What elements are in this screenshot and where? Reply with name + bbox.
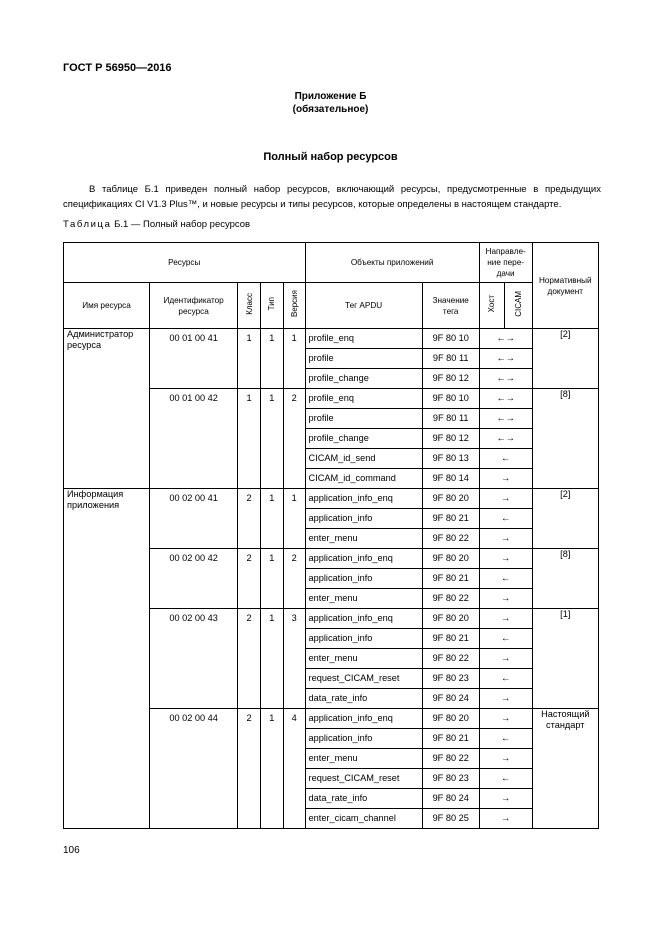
normative-doc-cell: [2] [532,329,598,389]
tag-value-cell: 9F 80 22 [422,589,479,609]
header-app-objects: Объекты приложений [305,243,479,283]
type-cell: 1 [260,549,283,609]
apdu-tag-cell: enter_menu [305,649,422,669]
tag-value-cell: 9F 80 21 [422,729,479,749]
tag-value-cell: 9F 80 22 [422,529,479,549]
direction-cell: → [479,609,532,629]
direction-cell: ←→ [479,409,532,429]
tag-value-cell: 9F 80 20 [422,709,479,729]
direction-cell: → [479,809,532,829]
normative-doc-cell: [2] [532,489,598,549]
resource-id-cell: 00 02 00 42 [150,549,238,609]
tag-value-cell: 9F 80 10 [422,389,479,409]
direction-cell: ← [479,729,532,749]
resources-table [63,242,599,829]
version-cell: 3 [283,609,305,709]
direction-cell: → [479,789,532,809]
tag-value-cell: 9F 80 23 [422,769,479,789]
normative-doc-cell: [1] [532,609,598,709]
intro-paragraph [63,183,601,212]
resource-id-cell: 00 02 00 44 [150,709,238,829]
version-cell: 1 [283,329,305,389]
header-class [238,283,261,329]
apdu-tag-cell: application_info_enq [305,609,422,629]
caption-text: Б.1 — Полный набор ресурсов [114,219,251,230]
direction-cell: → [479,589,532,609]
tag-value-cell: 9F 80 11 [422,349,479,369]
document-header: ГОСТ Р 56950—2016 [63,62,172,74]
tag-value-cell: 9F 80 12 [422,369,479,389]
normative-doc-cell: Настоящий стандарт [532,709,598,829]
apdu-tag-cell: profile [305,349,422,369]
appendix-title: Приложение Б [294,91,367,102]
header-cicam [504,283,532,329]
apdu-tag-cell: application_info [305,569,422,589]
header-resource-name: Имя ресурса [64,283,150,329]
type-cell: 1 [260,489,283,549]
direction-cell: ← [479,449,532,469]
apdu-tag-cell: CICAM_id_command [305,469,422,489]
normative-doc-cell: [8] [532,549,598,609]
type-cell: 1 [260,609,283,709]
apdu-tag-cell: CICAM_id_send [305,449,422,469]
direction-cell: → [479,649,532,669]
apdu-tag-cell: enter_menu [305,529,422,549]
apdu-tag-cell: application_info [305,629,422,649]
direction-cell: → [479,709,532,729]
apdu-tag-cell: profile_enq [305,329,422,349]
tag-value-cell: 9F 80 14 [422,469,479,489]
class-cell: 2 [238,609,261,709]
direction-cell: → [479,549,532,569]
tag-value-cell: 9F 80 20 [422,609,479,629]
header-cicam-text: CICAM [513,291,523,317]
tag-value-cell: 9F 80 13 [422,449,479,469]
apdu-tag-cell: enter_menu [305,749,422,769]
header-version-text: Версия [289,290,299,318]
header-apdu-tag: Тег APDU [305,283,422,329]
tag-value-cell: 9F 80 21 [422,629,479,649]
version-cell: 1 [283,489,305,549]
header-class-text: Класс [244,293,254,315]
resource-id-cell: 00 01 00 41 [150,329,238,389]
tag-value-cell: 9F 80 11 [422,409,479,429]
header-direction: Направле-ние пере-дачи [479,243,532,283]
section-title: Полный набор ресурсов [263,151,398,163]
class-cell: 2 [238,549,261,609]
tag-value-cell: 9F 80 12 [422,429,479,449]
resource-name-cell: Администратор ресурса [64,329,150,489]
tag-value-cell: 9F 80 24 [422,789,479,809]
direction-cell: ← [479,569,532,589]
appendix-status: (обязательное) [292,104,369,115]
direction-cell: ←→ [479,329,532,349]
apdu-tag-cell: data_rate_info [305,689,422,709]
apdu-tag-cell: enter_menu [305,589,422,609]
tag-value-cell: 9F 80 21 [422,509,479,529]
header-resource-id: Идентификатор ресурса [150,283,238,329]
type-cell: 1 [260,389,283,489]
tag-value-cell: 9F 80 23 [422,669,479,689]
version-cell: 2 [283,549,305,609]
apdu-tag-cell: data_rate_info [305,789,422,809]
resource-id-cell: 00 02 00 41 [150,489,238,549]
direction-cell: → [479,489,532,509]
apdu-tag-cell: application_info_enq [305,709,422,729]
type-cell: 1 [260,329,283,389]
direction-cell: ←→ [479,369,532,389]
direction-cell: ←→ [479,429,532,449]
direction-cell: ← [479,769,532,789]
header-type [260,283,283,329]
apdu-tag-cell: application_info_enq [305,549,422,569]
apdu-tag-cell: profile_enq [305,389,422,409]
class-cell: 2 [238,489,261,549]
caption-label: Таблица [63,219,112,230]
tag-value-cell: 9F 80 24 [422,689,479,709]
type-cell: 1 [260,709,283,829]
tag-value-cell: 9F 80 10 [422,329,479,349]
tag-value-cell: 9F 80 20 [422,489,479,509]
apdu-tag-cell: application_info_enq [305,489,422,509]
direction-cell: ← [479,629,532,649]
header-normative: Нормативный документ [532,243,598,329]
direction-cell: → [479,469,532,489]
page-number: 106 [63,845,80,856]
version-cell: 2 [283,389,305,489]
apdu-tag-cell: profile [305,409,422,429]
header-tag-value: Значение тега [422,283,479,329]
tag-value-cell: 9F 80 20 [422,549,479,569]
header-type-text: Тип [267,297,277,311]
apdu-tag-cell: profile_change [305,369,422,389]
direction-cell: ← [479,509,532,529]
resource-id-cell: 00 02 00 43 [150,609,238,709]
apdu-tag-cell: request_CICAM_reset [305,669,422,689]
table-caption [63,219,250,230]
normative-doc-cell: [8] [532,389,598,489]
resource-name-cell: Информация приложения [64,489,150,829]
apdu-tag-cell: application_info [305,509,422,529]
class-cell: 2 [238,709,261,829]
direction-cell: → [479,529,532,549]
header-version [283,283,305,329]
table-row [64,489,599,509]
class-cell: 1 [238,329,261,389]
tag-value-cell: 9F 80 21 [422,569,479,589]
tag-value-cell: 9F 80 25 [422,809,479,829]
header-host [479,283,504,329]
apdu-tag-cell: application_info [305,729,422,749]
intro-text: В таблице Б.1 приведен полный набор ресурсов, включающий ресурсы, предусмотренные в предыдущих спецификациях CI V1.3 Plus™, и новые ресурсы и типы ресурсов, которые определены в настоящем стандарте. [63,184,601,210]
direction-cell: → [479,749,532,769]
table-body [64,329,599,829]
apdu-tag-cell: profile_change [305,429,422,449]
class-cell: 1 [238,389,261,489]
direction-cell: ←→ [479,389,532,409]
header-host-text: Хост [487,295,497,313]
tag-value-cell: 9F 80 22 [422,649,479,669]
apdu-tag-cell: enter_cicam_channel [305,809,422,829]
version-cell: 4 [283,709,305,829]
direction-cell: ← [479,669,532,689]
tag-value-cell: 9F 80 22 [422,749,479,769]
resource-id-cell: 00 01 00 42 [150,389,238,489]
direction-cell: ←→ [479,349,532,369]
table-row [64,329,599,349]
header-resources: Ресурсы [64,243,306,283]
apdu-tag-cell: request_CICAM_reset [305,769,422,789]
direction-cell: → [479,689,532,709]
